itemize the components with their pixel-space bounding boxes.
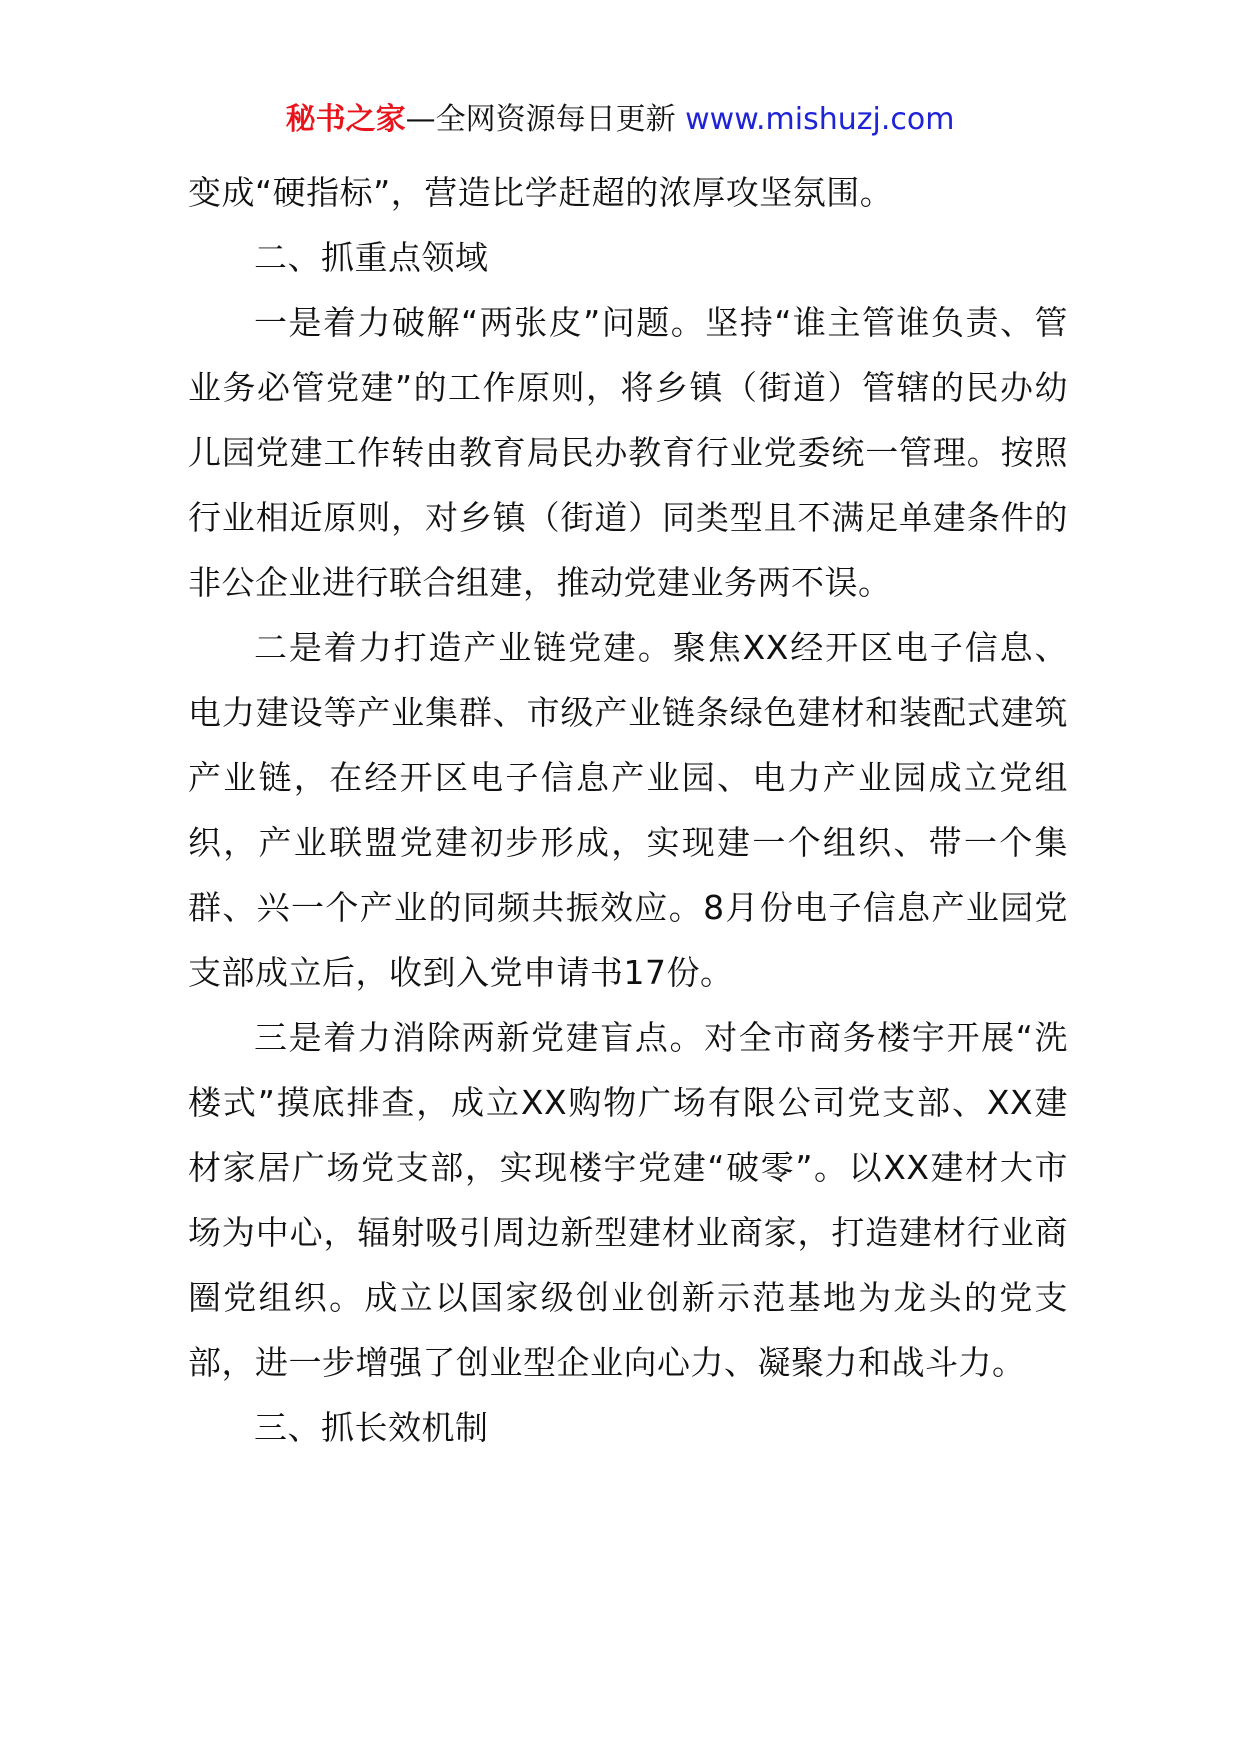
page-header	[0, 100, 1240, 140]
section-heading: 三、抓长效机制	[254, 1408, 489, 1447]
header-brand: 秘书之家	[285, 102, 406, 137]
header-url-link[interactable]: www.mishuzj.com	[685, 102, 955, 137]
paragraph: 二是着力打造产业链党建。聚焦XX经开区电子信息、电力建设等产业集群、市级产业链条绿色建材和装配式建筑产业链，在经开区电子信息产业园、电力产业园成立党组织，产业联盟党建初步形成，实现建一个组织、带一个集群、兴一个产业的同频共振效应。8月份电子信息产业园党支部成立后，收到入党申请书17份。	[188, 628, 1068, 992]
paragraph: 三是着力消除两新党建盲点。对全市商务楼宇开展“洗楼式”摸底排查，成立XX购物广场有限公司党支部、XX建材家居广场党支部，实现楼宇党建“破零”。以XX建材大市场为中心，辐射吸引周边新型建材业商家，打造建材行业商圈党组织。成立以国家级创业创新示范基地为龙头的党支部，进一步增强了创业型企业向心力、凝聚力和战斗力。	[188, 1018, 1068, 1382]
paragraph: 一是着力破解“两张皮”问题。坚持“谁主管谁负责、管业务必管党建”的工作原则，将乡镇（街道）管辖的民办幼儿园党建工作转由教育局民办教育行业党委统一管理。按照行业相近原则，对乡镇（街道）同类型且不满足单建条件的非公企业进行联合组建，推动党建业务两不误。	[188, 303, 1068, 602]
header-tagline: —全网资源每日更新	[405, 102, 676, 137]
section-heading: 二、抓重点领域	[254, 238, 489, 277]
paragraph-continuation: 变成“硬指标”，营造比学赶超的浓厚攻坚氛围。	[188, 173, 894, 212]
document-body	[188, 160, 1068, 1460]
